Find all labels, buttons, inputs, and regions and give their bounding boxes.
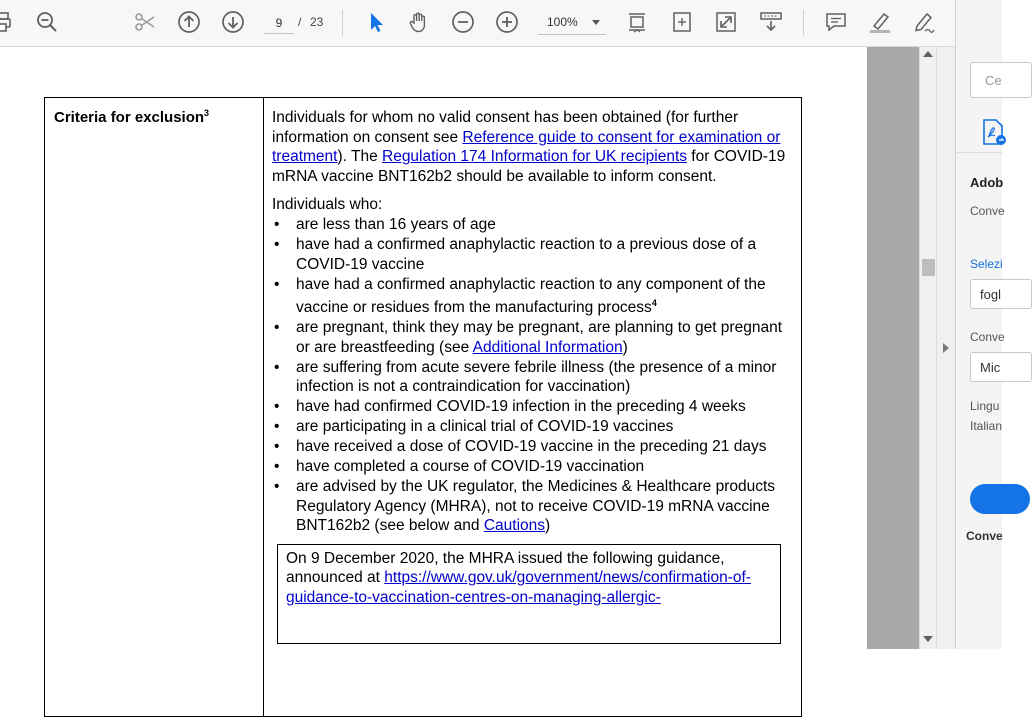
zoom-in-icon[interactable] — [492, 7, 522, 37]
comment-icon[interactable] — [821, 7, 851, 37]
additional-information-link[interactable]: Additional Information — [472, 338, 623, 356]
convert-label: Conve — [970, 204, 1005, 218]
panel-title: Adob — [970, 175, 1004, 190]
list-item — [272, 477, 792, 536]
convert-button[interactable] — [970, 484, 1030, 514]
list-item-text: ) — [545, 517, 551, 535]
format-dropdown[interactable] — [970, 352, 1032, 382]
toolbar-divider — [342, 10, 343, 36]
fit-page-icon[interactable] — [622, 7, 652, 37]
criteria-content-cell — [272, 108, 792, 644]
convert-to-label: Conve — [970, 330, 1005, 344]
scroll-up-icon[interactable] — [923, 51, 933, 57]
full-screen-icon[interactable] — [711, 7, 741, 37]
mhra-guidance-text: On 9 December 2020, the MHRA issued the following guidance, announced at — [286, 549, 725, 587]
tools-pane — [955, 0, 1005, 649]
footnote-ref: 4 — [651, 298, 657, 308]
select-file-link[interactable]: Selezi — [970, 257, 1003, 271]
individuals-who-label: Individuals who: — [272, 196, 383, 213]
list-item — [272, 275, 792, 318]
exclusion-criteria-table — [44, 97, 802, 717]
language-label: Lingu — [970, 399, 1000, 413]
list-item-text: are pregnant, think they may be pregnant, are planning to get pregnant or are breastfeeding (see — [296, 319, 783, 356]
file-selector[interactable] — [970, 279, 1032, 309]
list-item: • are participating in a clinical trial of COVID-19 vaccines — [272, 417, 792, 437]
file-selector-value: fogl — [980, 287, 1001, 302]
scissors-icon[interactable] — [130, 7, 160, 37]
panel-collapse-strip[interactable] — [936, 47, 955, 649]
consent-text: for COVID-19 mRNA vaccine BNT162b2 should be available to inform consent. — [272, 148, 786, 185]
list-item-text: have had a confirmed anaphylactic reaction to any component of the vaccine or residues from the manufacturing process — [296, 275, 766, 317]
list-item: • have completed a course of COVID-19 vaccination — [272, 457, 792, 477]
convert-section-label: Conve — [966, 529, 1003, 543]
zoom-out-icon[interactable] — [448, 7, 478, 37]
list-item: • have had a confirmed anaphylactic reaction to a previous dose of a COVID-19 vaccine — [272, 235, 792, 274]
tools-search-input[interactable] — [970, 62, 1032, 98]
consent-guide-link[interactable]: Reference guide to consent for examination or treatment — [272, 128, 781, 165]
list-item: • have had confirmed COVID-19 infection in the preceding 4 weeks — [272, 397, 792, 417]
next-page-icon[interactable] — [218, 7, 248, 37]
list-item-text: are advised by the UK regulator, the Medicines & Healthcare products Regulatory Agency (MHRA), not to receive COVID-19 mRNA vaccine BNT162b2 (see below and — [296, 478, 776, 535]
select-cursor-icon[interactable] — [361, 7, 391, 37]
panel-divider — [956, 152, 1002, 153]
chevron-right-icon[interactable] — [943, 343, 949, 353]
format-value: Mic — [980, 360, 1001, 375]
list-item: • are suffering from acute severe febrile illness (the presence of a minor infection is not a contraindication for vaccination) — [272, 358, 792, 397]
list-item — [272, 318, 792, 357]
criteria-label — [54, 108, 209, 126]
consent-text: ). The — [337, 148, 382, 165]
document-viewport[interactable] — [0, 47, 867, 649]
chevron-down-icon — [592, 20, 600, 25]
highlighter-icon[interactable] — [865, 7, 895, 37]
page-total: 23 — [310, 15, 324, 29]
export-pdf-icon[interactable] — [982, 118, 1006, 151]
mhra-guidance-box — [277, 544, 781, 644]
draw-pen-icon[interactable] — [909, 7, 939, 37]
cautions-link[interactable]: Cautions — [483, 517, 546, 535]
fit-width-icon[interactable] — [667, 7, 697, 37]
list-item-text: ) — [622, 338, 628, 356]
zoom-select[interactable] — [538, 12, 606, 35]
toolbar — [0, 0, 1001, 47]
page-separator: / — [298, 15, 302, 29]
regulation-174-link[interactable]: Regulation 174 Information for UK recipients — [382, 148, 687, 165]
exclusion-list — [272, 215, 792, 536]
toolbar-divider — [803, 10, 804, 36]
page-number-input[interactable] — [264, 12, 294, 34]
scrollbar-thumb[interactable] — [922, 259, 935, 276]
viewer-gutter — [867, 47, 919, 649]
scroll-mode-icon[interactable] — [756, 7, 786, 37]
criteria-label-text: Criteria for exclusion — [54, 109, 205, 126]
previous-page-icon[interactable] — [174, 7, 204, 37]
footnote-ref: 3 — [204, 108, 210, 118]
zoom-out-magnifier-icon[interactable] — [32, 7, 62, 37]
zoom-value: 100% — [547, 15, 578, 29]
gov-uk-link[interactable]: https://www.gov.uk/government/news/confirmation-of-guidance-to-vaccination-centres-on-managing-allergic- — [286, 569, 751, 606]
vertical-scrollbar[interactable] — [919, 47, 937, 649]
consent-paragraph — [272, 108, 792, 186]
table-column-divider — [263, 98, 264, 716]
list-item: • have received a dose of COVID-19 vaccine in the preceding 21 days — [272, 437, 792, 457]
hand-tool-icon[interactable] — [404, 7, 434, 37]
language-value[interactable]: Italian — [970, 419, 1003, 433]
consent-text: Individuals for whom no valid consent has been obtained (for further information on consent see — [272, 109, 739, 146]
scroll-down-icon[interactable] — [923, 636, 933, 642]
list-item: • are less than 16 years of age — [272, 215, 792, 235]
print-icon[interactable] — [0, 7, 16, 37]
search-placeholder: Ce — [985, 73, 1002, 88]
